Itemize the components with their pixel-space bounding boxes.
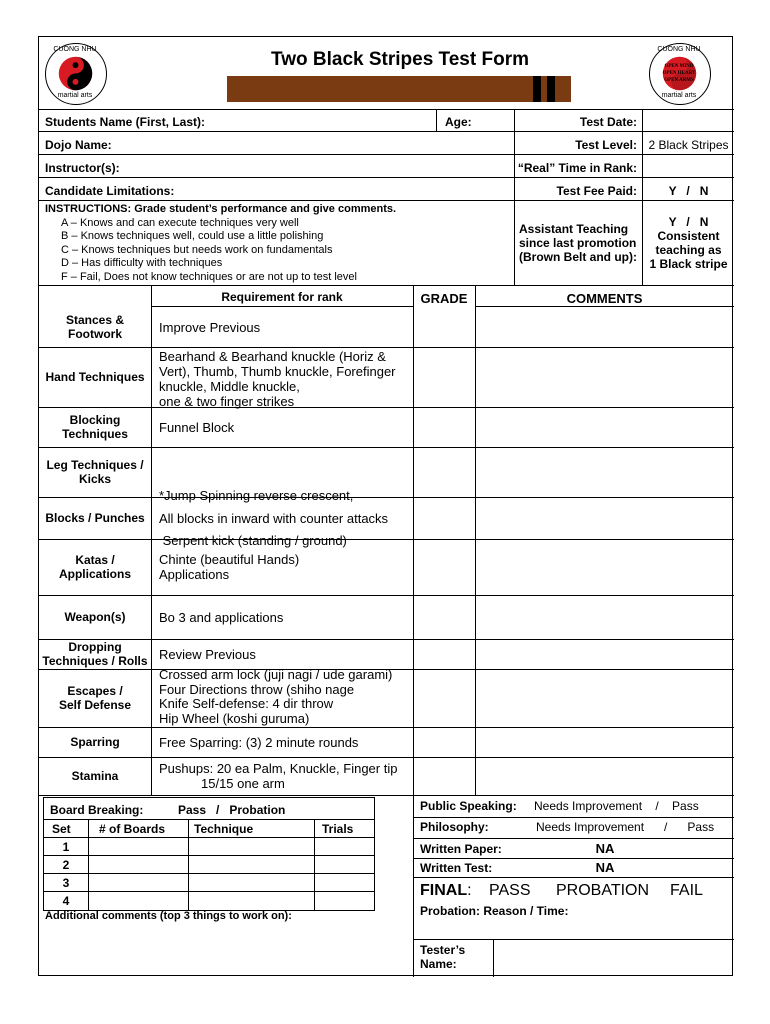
divider [88, 819, 89, 910]
test-fee-value: Y / N [668, 184, 709, 198]
requirement-line: Pushups: 20 ea Palm, Knuckle, Finger tip [159, 761, 398, 776]
divider [151, 285, 152, 795]
category-cell [39, 347, 151, 407]
divider [39, 285, 734, 286]
test-level-label: Test Level: [575, 138, 637, 152]
requirement-line: one & two finger strikes [159, 394, 295, 409]
written-paper-label: Written Paper: [420, 842, 502, 856]
instructions-heading: INSTRUCTIONS: Grade student’s performance and give comments. [45, 203, 397, 215]
requirement-line: *Jump Spinning reverse crescent, [159, 488, 354, 503]
set-number: 2 [62, 858, 70, 872]
final-colon: : [467, 882, 472, 899]
category-cell [39, 539, 151, 595]
divider [413, 795, 414, 977]
category-cell [39, 669, 151, 727]
requirement-line: Improve Previous [159, 319, 261, 335]
category-cell [39, 407, 151, 447]
final-label: FINAL [420, 882, 468, 899]
requirement-line: Review Previous [159, 646, 256, 662]
motto-line: OPEN ARMS [664, 78, 694, 83]
requirement-cell [159, 727, 411, 757]
divider [44, 837, 374, 838]
category-cell [39, 757, 151, 795]
category-cell [39, 307, 151, 347]
divider [475, 285, 476, 795]
logo-motto [650, 63, 708, 84]
board-breaking-table [43, 797, 375, 911]
divider [39, 131, 734, 132]
divider [413, 817, 734, 818]
requirement-line: knuckle, Middle knuckle, [159, 379, 300, 394]
divider [39, 200, 734, 201]
requirement-line: Serpent kick (standing / ground) [159, 533, 347, 548]
requirement-line: Bo 3 and applications [159, 609, 284, 625]
belt-stripe [533, 76, 541, 102]
category-cell [39, 497, 151, 539]
category-line: Self Defense [58, 698, 132, 712]
category-cell [39, 727, 151, 757]
cuong-nhu-logo-right [649, 43, 711, 105]
divider [413, 858, 734, 859]
requirement-line: Free Sparring: (3) 2 minute rounds [159, 734, 359, 750]
category-line: Hand Techniques [45, 370, 145, 384]
logo-left-arc-text: CUONG NHU [53, 46, 97, 53]
category-cell [39, 595, 151, 639]
assistant-value-line: 1 Black stripe [649, 257, 728, 271]
instructions [45, 203, 396, 284]
assistant-value-line: teaching as [655, 243, 722, 257]
tester-name-label [420, 943, 465, 971]
divider [413, 285, 414, 795]
real-time-label: “Real” Time in Rank: [517, 161, 637, 175]
requirement-line: Funnel Block [159, 419, 235, 435]
set-number: 3 [62, 876, 70, 890]
boards-header: # of Boards [99, 822, 166, 836]
category-line: Dropping [68, 640, 122, 654]
requirement-line: Four Directions throw (shiho nage [159, 681, 355, 697]
additional-comments-label: Additional comments (top 3 things to work on): [45, 910, 292, 922]
test-date-label: Test Date: [579, 115, 637, 129]
logo-right-arc-text: CUONG NHU [657, 46, 701, 53]
requirement-header: Requirement for rank [221, 290, 343, 304]
requirement-cell [159, 552, 411, 582]
category-line: Applications [58, 567, 131, 581]
divider [642, 109, 643, 131]
requirement-cell [159, 639, 411, 669]
requirement-line: 15/15 one arm [201, 776, 285, 791]
category-line: Footwork [68, 327, 122, 341]
age-label: Age: [445, 115, 472, 129]
assistant-teaching-value [643, 215, 734, 271]
grade-legend-item: D – Has difficulty with techniques [61, 257, 223, 269]
divider [493, 939, 494, 977]
category-line: Katas / [75, 553, 115, 567]
requirement-cell [159, 595, 411, 639]
category-line: Techniques / Rolls [42, 654, 148, 668]
black-belt-stripes [227, 76, 571, 102]
grade-legend-item: A – Knows and can execute techniques very well [61, 216, 299, 229]
public-speaking-label: Public Speaking: [420, 799, 517, 813]
philosophy-options: Needs Improvement / Pass [536, 820, 715, 834]
requirement-cell [159, 307, 411, 347]
assistant-teaching-label [519, 222, 637, 264]
requirement-line: Applications [159, 567, 230, 582]
divider [39, 109, 734, 110]
requirement-line: Crossed arm lock (juji nagi / ude garami) [159, 667, 393, 682]
requirement-line: Bearhand & Bearhand knuckle (Horiz & [159, 349, 386, 364]
requirement-line: Vert), Thumb, Thumb knuckle, Forefinger [159, 364, 396, 379]
pass-probation-label: Pass / Probation [178, 803, 286, 817]
grade-legend-item: C – Knows techniques but needs work on fundamentals [61, 243, 333, 256]
set-number: 1 [62, 840, 70, 854]
grade-legend-item: B – Knows techniques well, could use a little polishing [61, 230, 324, 242]
assistant-label-line: (Brown Belt and up): [519, 250, 637, 264]
assistant-label-line: Assistant Teaching [519, 222, 629, 236]
requirement-cell [159, 349, 411, 409]
requirement-cell [159, 497, 411, 539]
category-cell [39, 447, 151, 497]
category-line: Stamina [71, 769, 119, 783]
grade-legend [45, 217, 396, 285]
final-result [420, 882, 472, 900]
category-line: Weapon(s) [64, 610, 126, 624]
divider [44, 819, 374, 820]
category-cell [39, 639, 151, 669]
requirement-line: Hip Wheel (koshi guruma) [159, 711, 310, 727]
limitations-label: Candidate Limitations: [45, 184, 175, 198]
category-line: Blocks / Punches [45, 511, 145, 525]
requirement-cell [159, 668, 411, 727]
requirement-line: Chinte (beautiful Hands) [159, 552, 300, 567]
divider [39, 795, 734, 796]
requirement-line: Knife Self-defense: 4 dir throw [159, 696, 334, 712]
philosophy-label: Philosophy: [420, 820, 489, 834]
comments-header: COMMENTS [566, 291, 643, 306]
instructors-label: Instructor(s): [45, 161, 120, 175]
divider [44, 891, 374, 892]
assistant-value-line: Y / N [668, 215, 709, 229]
requirement-line: All blocks in inward with counter attacks [159, 510, 389, 526]
tester-label-line: Name: [420, 957, 457, 971]
category-line: Stances & [65, 313, 125, 327]
motto-line: OPEN HEART [662, 71, 696, 76]
divider [413, 939, 734, 940]
assistant-value-line: Consistent [657, 229, 720, 243]
written-test-label: Written Test: [420, 861, 493, 875]
test-form [38, 36, 733, 976]
divider [413, 838, 734, 839]
divider [44, 855, 374, 856]
divider [39, 154, 734, 155]
set-header: Set [52, 822, 71, 836]
grade-header: GRADE [420, 291, 468, 306]
logo-left-sub-text: martial arts [57, 92, 93, 99]
divider [436, 109, 437, 131]
set-number: 4 [62, 894, 70, 908]
category-line: Blocking [69, 413, 121, 427]
divider [413, 877, 734, 878]
written-test-value: NA [595, 860, 615, 875]
grade-legend-item: F – Fail, Does not know techniques or are not up to test level [61, 270, 357, 283]
divider [44, 873, 374, 874]
logo-right-sub-text: martial arts [661, 92, 697, 99]
assistant-label-line: since last promotion [519, 236, 637, 250]
test-level-value: 2 Black Stripes [648, 138, 729, 152]
divider [314, 819, 315, 910]
divider [39, 177, 734, 178]
category-line: Techniques [62, 427, 128, 441]
written-paper-value: NA [595, 841, 615, 856]
form-title: Two Black Stripes Test Form [271, 49, 529, 70]
belt-stripe [547, 76, 555, 102]
category-line: Kicks [78, 472, 112, 486]
requirement-cell [159, 761, 411, 791]
final-pass-option[interactable]: PASS [489, 882, 531, 899]
motto-line: OPEN MIND [664, 64, 694, 69]
cuong-nhu-logo-left [45, 43, 107, 105]
divider [514, 200, 515, 285]
category-line: Sparring [70, 735, 120, 749]
divider [475, 306, 734, 307]
final-fail-option[interactable]: FAIL [670, 882, 703, 899]
public-speaking-options: Needs Improvement / Pass [534, 799, 699, 813]
trials-header: Trials [322, 822, 354, 836]
dojo-name-label: Dojo Name: [45, 138, 112, 152]
student-name-label: Students Name (First, Last): [45, 115, 206, 129]
category-line: Escapes / [67, 684, 123, 698]
probation-reason-label: Probation: Reason / Time: [420, 904, 569, 918]
test-fee-label: Test Fee Paid: [556, 184, 637, 198]
board-breaking-title: Board Breaking: [50, 803, 144, 817]
final-probation-option[interactable]: PROBATION [556, 882, 650, 899]
divider [642, 154, 643, 177]
requirement-cell [159, 407, 411, 447]
technique-header: Technique [194, 822, 254, 836]
category-line: Leg Techniques / [46, 458, 144, 472]
tester-label-line: Tester’s [420, 943, 466, 957]
divider [188, 819, 189, 910]
